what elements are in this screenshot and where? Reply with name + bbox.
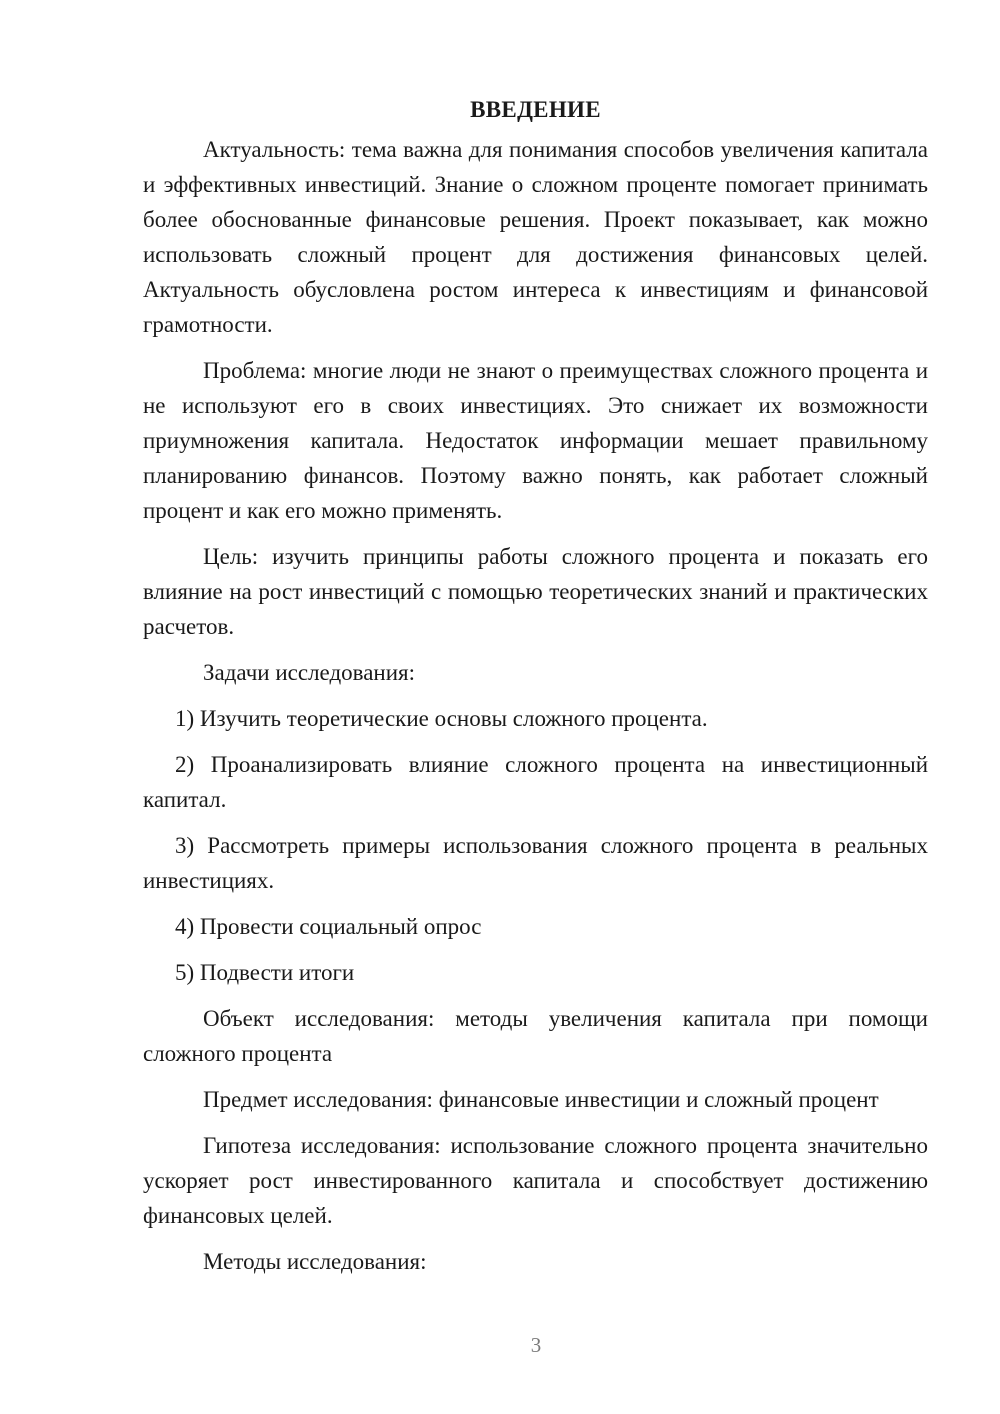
paragraph-object: Объект исследования: методы увеличения капитала при помощи сложного процента bbox=[143, 1006, 928, 1066]
paragraph-methods: Методы исследования: bbox=[203, 1249, 427, 1274]
paragraph-problem: Проблема: многие люди не знают о преимуществах сложного процента и не используют его в своих инвестициях. Это снижает их возможности приумножения капитала. Недостаток информации мешает правильному планированию финансов. Поэтому важно понять, как работает сложный процент и как его можно применять. bbox=[143, 358, 928, 523]
paragraph-tasks-heading: Задачи исследования: bbox=[203, 660, 416, 685]
paragraph-goal: Цель: изучить принципы работы сложного процента и показать его влияние на рост инвестиций с помощью теоретических знаний и практических расчетов. bbox=[143, 544, 928, 639]
page-number: 3 bbox=[530, 1333, 542, 1357]
task-item-4: 4) Провести социальный опрос bbox=[175, 914, 482, 939]
task-item-5: 5) Подвести итоги bbox=[175, 960, 355, 985]
paragraph-hypothesis: Гипотеза исследования: использование сложного процента значительно ускоряет рост инвестированного капитала и способствует достижению финансовых целей. bbox=[143, 1133, 928, 1228]
paragraph-relevance: Актуальность: тема важна для понимания способов увеличения капитала и эффективных инвестиций. Знание о сложном проценте помогает принимать более обоснованные финансовые решения. Проект показывает, как можно использовать сложный процент для достижения финансовых целей. Актуальность обусловлена ростом интереса к инвестициям и финансовой грамотности. bbox=[143, 137, 928, 337]
task-item-3: 3) Рассмотреть примеры использования сложного процента в реальных инвестициях. bbox=[143, 833, 928, 893]
task-item-2: 2) Проанализировать влияние сложного процента на инвестиционный капитал. bbox=[143, 752, 928, 812]
paragraph-subject: Предмет исследования: финансовые инвестиции и сложный процент bbox=[203, 1087, 879, 1112]
section-title: ВВЕДЕНИЕ bbox=[470, 97, 601, 122]
task-item-1: 1) Изучить теоретические основы сложного процента. bbox=[175, 706, 708, 731]
page-content bbox=[143, 92, 928, 1279]
